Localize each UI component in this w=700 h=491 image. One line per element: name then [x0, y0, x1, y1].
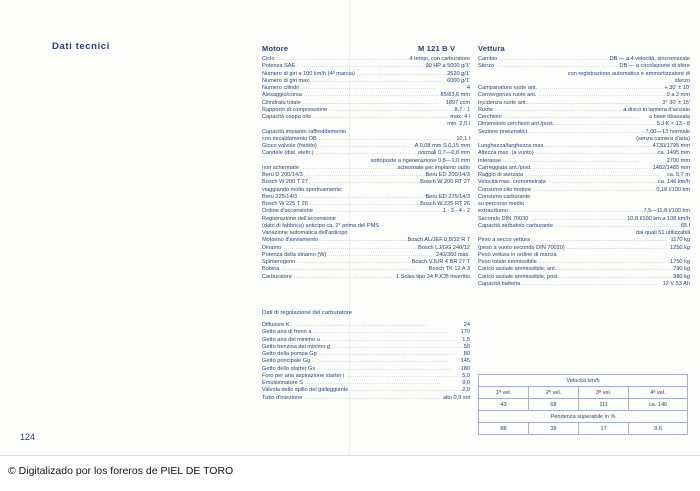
spec-value: normali 0,7—0,8 mm [418, 150, 470, 157]
spec-value: min. 2,5 l [447, 121, 470, 128]
spec-label: Consumo carburante [478, 193, 531, 200]
spec-row [262, 179, 470, 186]
gear-header-cell: 1ª vel. [479, 387, 529, 399]
spec-row [262, 165, 470, 172]
spec-row [478, 165, 690, 172]
spec-label: Bobina ..... [262, 266, 417, 273]
spec-row [478, 252, 690, 259]
spec-label: Getto dello starter Gs ..... [262, 366, 453, 373]
spec-value: 1250 kg [670, 244, 690, 251]
spec-row [478, 78, 690, 85]
spec-label: Ruote ..... [478, 107, 631, 114]
spec-value: 24 [463, 322, 470, 328]
spec-value: 2700 mm [666, 157, 690, 164]
spec-label: Beru 225/14/3 ..... [262, 194, 435, 201]
spec-value: 50 [463, 343, 470, 350]
spec-label: Incidenza ruote ant. ..... [478, 100, 665, 107]
spec-value: con registrazione automatica e ammortizzatore di [567, 70, 690, 77]
spec-label: Registrazione dell'accensione [262, 215, 336, 222]
spec-row [478, 223, 690, 230]
vehicle-section-heading: Vettura [478, 44, 505, 53]
spec-row [262, 129, 470, 136]
spec-row [478, 129, 690, 136]
spec-value: DB — a circolazione di sfere [619, 63, 690, 70]
table-row [479, 387, 688, 399]
spec-label: Sterzo ..... [478, 63, 632, 70]
spec-label: Potenza SAE ..... [262, 63, 433, 70]
spec-label: Carreggiata ant./post. ..... [478, 165, 669, 172]
spec-row [262, 78, 470, 85]
spec-row [262, 387, 470, 394]
spec-label: Campanatura ruote ant. ..... [478, 85, 675, 92]
spec-label: (dato di fabbrica) anticipo ca. 2° prima del PMS [262, 222, 379, 229]
spec-row [478, 92, 690, 99]
spec-value: 180 [460, 365, 470, 372]
spec-value: 80 [463, 351, 470, 357]
spec-label: con riscaldamento DB ..... [262, 136, 454, 143]
spec-label: Numero di giri a 100 km/h (4ª marcia) ..... [262, 71, 470, 78]
spec-row [478, 194, 690, 201]
spec-label: Capacità coppa olio ..... [262, 114, 449, 121]
spec-row [478, 85, 690, 92]
spec-row [262, 143, 470, 150]
spec-label: su percorso medio [478, 201, 525, 207]
spec-row [478, 158, 690, 165]
spec-label: Tubo d'iniezione ..... [262, 395, 440, 402]
spec-label: Carico assiale ammissibile, ant. ..... [478, 266, 690, 273]
spec-value: 85/83,6 mm [440, 92, 470, 99]
spec-row [478, 179, 690, 186]
spec-value: 0,18 l/100 km [656, 186, 690, 193]
spec-label: Getto benzina del minimo g ..... [262, 344, 468, 351]
spec-value: ca. 146 km/h [657, 179, 690, 186]
spec-label: Convergenza ruote ant. ..... [478, 92, 674, 99]
spec-label: Motorino d'avviamento ..... [262, 237, 456, 244]
spec-label: viaggiando molto sportivamente: [262, 186, 343, 193]
spec-label: Gioco valvole (freddo) ..... [262, 143, 454, 150]
spec-label: Emulsionatore S ..... [262, 380, 441, 387]
spec-row [262, 373, 470, 380]
spec-value: 1,5 [462, 336, 470, 343]
spec-row [478, 266, 690, 273]
spec-row [478, 237, 690, 244]
spec-value: Bosch LJ/GG 240/12 [418, 244, 470, 251]
spec-row [262, 223, 470, 230]
spec-value: 90 HP a 5000 g/1' [425, 63, 470, 70]
spec-row [262, 63, 470, 70]
spec-value: 1170 kg [670, 237, 690, 244]
spec-row [262, 259, 470, 266]
carburetor-section-heading: Dati di regolazione del carburatore [262, 310, 353, 316]
spec-value: 4 [466, 85, 470, 91]
spec-label: Variazione automatica dell'anticipo [262, 230, 348, 236]
speed-value-cell: ca. 146 [629, 399, 688, 411]
spec-label: Ordine d'accensione ..... [262, 208, 450, 215]
spec-row [262, 92, 470, 99]
spec-row [262, 100, 470, 107]
spec-label: Valvola dello spillo del galleggiante ..... [262, 387, 470, 394]
spec-value: DB — a 4 velocità, sincronizzate [609, 56, 690, 62]
spec-label: Lunghezza/larghezza max. ..... [478, 143, 683, 150]
spec-row [478, 63, 690, 70]
spec-row [262, 158, 470, 165]
spec-value: ca. 5,7 m [666, 172, 690, 178]
spec-value: 4 tempi, con carburatore [409, 56, 470, 62]
spec-label: Peso a secco vettura ..... [478, 237, 668, 244]
spec-row [478, 281, 690, 288]
spec-row [478, 100, 690, 107]
spec-row [478, 245, 690, 252]
spec-label: Raggio di sterzata ..... [478, 172, 661, 179]
spec-row [262, 344, 470, 351]
spec-label: Carburatore ..... [262, 274, 430, 281]
spec-row [478, 216, 690, 223]
spec-row [262, 107, 470, 114]
spec-value: Beru ED 225/14/3 [425, 193, 470, 200]
slope-value-cell: 88 [479, 423, 529, 435]
spec-value: schermate per impianto radio [397, 164, 470, 171]
footer-bar [0, 455, 700, 491]
spec-row [478, 201, 690, 208]
digitization-credit: © Digitalizado por los foreros de PIEL DE TORO [8, 465, 234, 477]
spec-value: 2,0 [462, 387, 470, 394]
spec-value: 1482/1485 mm [652, 164, 690, 171]
spec-value: alto 0,9 sol [442, 394, 470, 401]
spec-value: 2520 g/1' [447, 70, 470, 77]
spec-label: Getto principale Gg ..... [262, 358, 448, 365]
engine-model-label: M 121 B V [418, 44, 456, 53]
slope-value-cell: 9,6 [629, 423, 688, 435]
spec-label: Carico assiale ammissibile, post. ..... [478, 274, 690, 281]
spec-label: Velocità max. cronometrata ..... [478, 179, 683, 186]
spec-row [262, 266, 470, 273]
spec-label: Capacità batteria ..... [478, 281, 658, 288]
spec-label: Bosch W 200 T 27 ..... [262, 179, 445, 186]
spec-label: Getto aria del minimo u ..... [262, 337, 457, 344]
spec-row [262, 187, 470, 194]
spec-row [262, 114, 470, 121]
spec-row [478, 230, 690, 237]
spec-value: 1750 kg [670, 259, 690, 265]
spec-label: Candele (dist. elettr.) ..... [262, 150, 451, 157]
spec-row [262, 230, 470, 237]
spec-row [262, 216, 470, 223]
spec-row [262, 121, 470, 128]
spec-value: + 30' ± 10' [664, 85, 690, 91]
spec-label: Sezione pneumatici ..... [478, 129, 664, 136]
spec-row [262, 56, 470, 63]
spec-label: Getto della pompa Gp ..... [262, 351, 454, 358]
spec-value: 5 J K × 13 - 8 [656, 121, 690, 128]
spec-label: Interasse ..... [478, 158, 639, 165]
spec-value: sottoposte a rigenerazione 0,8—1,0 mm [370, 157, 470, 164]
spec-value: 3° 30' ± 15' [662, 99, 690, 106]
spec-value: Bosch AL/JEF 0,8/12 R 7 [407, 237, 470, 244]
speed-value-cell: 43 [479, 399, 529, 411]
spec-row [478, 107, 690, 114]
spec-value: 145 [460, 358, 470, 365]
spec-label: Dimensioni cerchioni ant./post. ..... [478, 121, 690, 128]
spec-value: 0 a 2 mm [666, 92, 690, 99]
spec-label: Bosch W 225 T 26 ..... [262, 201, 445, 208]
spec-value: 9,0 [462, 380, 470, 386]
spec-value: 170 [460, 329, 470, 336]
spec-label: Rapporto di compressione ..... [262, 107, 465, 114]
spec-value: a base ribassata [648, 114, 690, 120]
spec-value: 8,7 : 1 [454, 106, 470, 113]
spec-row [262, 395, 470, 402]
spec-row [262, 274, 470, 281]
spec-row [478, 121, 690, 128]
spec-row [262, 351, 470, 358]
spec-row [262, 194, 470, 201]
table-row [479, 423, 688, 435]
spec-value: dai quali 51 utilizzabili [635, 230, 690, 236]
spec-value: (senza camera d'aria) [636, 135, 690, 142]
spec-label: (peso a vuoto secondo DIN 70020) ..... [478, 245, 690, 252]
spec-value: 6000 g/1' [447, 77, 470, 84]
spec-value: 790 kg [673, 266, 690, 273]
spec-row [262, 150, 470, 157]
spec-value: Bosch VJUR 4 BR 27 T [411, 259, 470, 265]
spec-label: Altezza max. (a vuoto) ..... [478, 150, 671, 157]
spec-label: Dinamo ..... [262, 245, 419, 252]
spec-row [262, 201, 470, 208]
table-row [479, 411, 688, 423]
spec-value: 10,8 l/100 km a 108 km/h [627, 215, 690, 222]
speed-value-cell: 68 [529, 399, 579, 411]
spec-label: non schermate ..... [262, 165, 437, 172]
spec-label: Secondo DIN 70030 ..... [478, 216, 666, 223]
spec-row [262, 208, 470, 215]
spec-value: Bosch W 200 RT 27 [420, 179, 470, 186]
spec-value: Bosch W 225 RT 26 [420, 201, 470, 207]
spec-label: Consumo olio motore ..... [478, 187, 669, 194]
spec-row [262, 329, 470, 336]
spec-label: Cerchioni ..... [478, 114, 639, 121]
spec-row [262, 237, 470, 244]
spec-value: 240/360 max. [436, 251, 470, 258]
spec-value: sterzo [674, 77, 690, 84]
spec-value: 12 V 53 Ah [662, 280, 690, 287]
spec-label: Numero di giri max. ..... [262, 78, 448, 85]
speed-table-title: Velocità km/h [479, 375, 688, 387]
slope-value-cell: 17 [579, 423, 629, 435]
spec-value: 65 l [680, 222, 690, 229]
spec-label: Peso vettura in ordine di marcia [478, 251, 557, 258]
spec-row [478, 136, 690, 143]
spec-value: Beru ED 200/14/3 [425, 172, 470, 178]
spec-row [262, 366, 470, 373]
spec-value: 4730/1795 mm [652, 143, 690, 149]
speed-slope-table [478, 374, 688, 435]
spec-label: extraurbano ..... [478, 208, 646, 215]
spec-row [478, 208, 690, 215]
spec-value: 10,1 l [456, 135, 470, 142]
gear-header-cell: 4ª vel. [629, 387, 688, 399]
spec-row [262, 245, 470, 252]
spec-label: Peso totale ammissibile ..... [478, 259, 674, 266]
table-row [479, 375, 688, 387]
spec-label: Ciclo ..... [262, 56, 412, 63]
spec-label: Cilindrata totale ..... [262, 100, 439, 107]
spec-value: A 0,08 mm S 0,15 mm [414, 143, 470, 149]
spec-label: Potenza della dinamo (W) ..... [262, 252, 464, 259]
engine-spec-list [262, 56, 470, 281]
spec-row [262, 172, 470, 179]
spec-label: Alesaggio/corsa ..... [262, 92, 439, 99]
page-number: 124 [20, 432, 36, 442]
spec-value: Bosch TK 12 A 3 [428, 266, 470, 273]
spec-value: a disco in lamiera d'acciaio [623, 106, 690, 113]
spec-row [478, 172, 690, 179]
spec-value: max. 4 l [450, 114, 470, 120]
spec-label: Beru D 200/14/3 ..... [262, 172, 440, 179]
vehicle-spec-list [478, 56, 690, 288]
table-row [479, 399, 688, 411]
spec-value: 5,0 [462, 372, 470, 379]
spec-label: Spinterogeno ..... [262, 259, 433, 266]
spec-row [478, 143, 690, 150]
engine-section-heading: Motore [262, 44, 289, 53]
spec-value: ca. 1495 mm [657, 150, 690, 157]
spec-label: Numero cilindri ..... [262, 85, 437, 92]
spec-value: 7,5—11,8 l/100 km [643, 208, 690, 215]
spec-row [478, 259, 690, 266]
spec-row [478, 71, 690, 78]
spec-value: 1 - 3 - 4 - 2 [442, 208, 470, 215]
spec-row [262, 322, 470, 329]
spec-row [262, 358, 470, 365]
spec-row [262, 85, 470, 92]
page-title: Dati tecnici [52, 41, 110, 52]
spec-value: 7,00—13 normale [645, 128, 690, 135]
gear-header-cell: 2ª vel. [529, 387, 579, 399]
spec-label: Diffusore K ..... [262, 322, 427, 329]
spec-row [478, 274, 690, 281]
spec-row [262, 71, 470, 78]
gear-header-cell: 3ª vel. [579, 387, 629, 399]
spec-row [262, 337, 470, 344]
spec-value: 1897 ccm [445, 99, 470, 106]
spec-label: Foro per aria aspirazione starter i ..... [262, 373, 470, 380]
spec-row [478, 114, 690, 121]
spec-value: 1 Solex tipo 34 PJCB invertito [396, 273, 470, 280]
spec-row [262, 252, 470, 259]
spec-label: Capacità serbatoio carburante ..... [478, 223, 690, 230]
spec-row [478, 150, 690, 157]
spec-row [262, 380, 470, 387]
carburetor-spec-list [262, 322, 470, 402]
spec-row [478, 187, 690, 194]
spec-value: 980 kg [673, 273, 690, 280]
spec-row [478, 56, 690, 63]
spec-label: Capacità impianto raffreddamento [262, 128, 347, 135]
speed-value-cell: 111 [579, 399, 629, 411]
slope-table-title: Pendenza superabile in % [479, 411, 688, 423]
slope-value-cell: 39 [529, 423, 579, 435]
spec-label: Getto aria di freno a ..... [262, 329, 449, 336]
spec-row [262, 136, 470, 143]
spec-label: Cambio ..... [478, 56, 635, 63]
